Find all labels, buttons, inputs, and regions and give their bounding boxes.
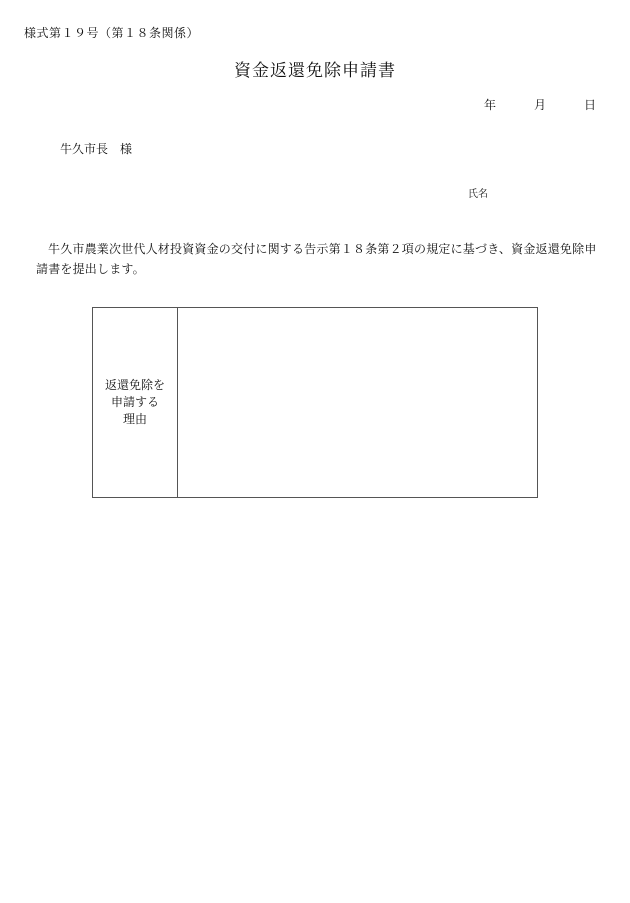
reason-table xyxy=(92,307,538,498)
reason-label: 返還免除を 申請する 理由 xyxy=(104,378,165,426)
applicant-name-label: 氏名 xyxy=(468,189,488,200)
addressee: 牛久市長 様 xyxy=(60,142,133,156)
month-label: 月 xyxy=(533,98,546,112)
date-row xyxy=(484,96,596,113)
document-title: 資金返還免除申請書 xyxy=(234,61,396,81)
form-number: 様式第１９号（第１８条関係） xyxy=(24,26,200,40)
reason-label-cell xyxy=(93,308,178,497)
year-label: 年 xyxy=(483,98,496,112)
reason-value-cell[interactable] xyxy=(178,308,537,497)
body-text: 牛久市農業次世代人材投資資金の交付に関する告示第１８条第２項の規定に基づき、資金返還免除申請書を提出します。 xyxy=(36,242,597,276)
day-label: 日 xyxy=(583,98,596,112)
